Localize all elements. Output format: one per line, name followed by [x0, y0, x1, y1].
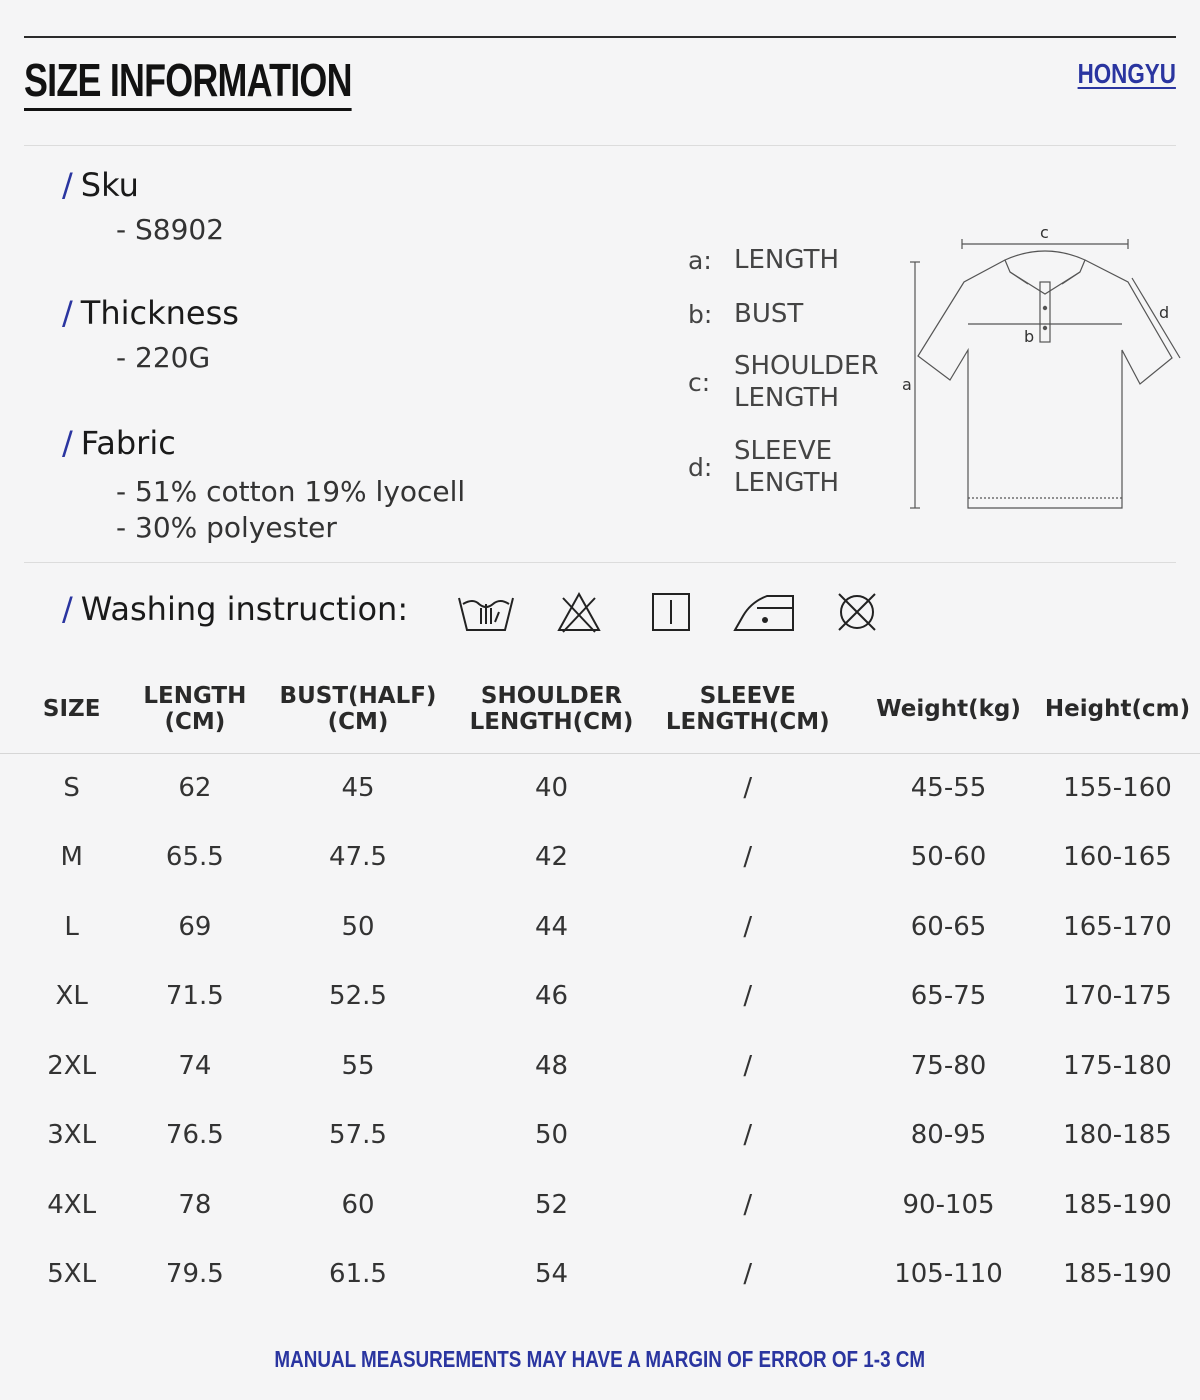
- legend-text: SHOULDER: [734, 351, 879, 381]
- table-cell: /: [743, 911, 753, 942]
- table-cell: 185-190: [1063, 1259, 1172, 1290]
- spec-value: - S8902: [116, 213, 225, 246]
- page-title: SIZE INFORMATION: [24, 52, 352, 111]
- table-cell: 79.5: [165, 1259, 224, 1290]
- table-row: [0, 1031, 1200, 1101]
- table-cell: 60: [341, 1189, 375, 1220]
- spec-label: Fabric: [80, 424, 176, 462]
- table-cell: /: [743, 1120, 753, 1151]
- size-table-body: [0, 753, 1200, 1309]
- table-cell: 74: [178, 1050, 212, 1081]
- spec-divider: [24, 562, 1176, 563]
- table-cell: 42: [534, 842, 569, 873]
- table-cell: 170-175: [1063, 981, 1172, 1012]
- table-cell: /: [743, 842, 753, 873]
- table-cell: 61.5: [329, 1259, 387, 1290]
- table-row: [0, 823, 1200, 893]
- table-cell: 175-180: [1063, 1050, 1172, 1081]
- table-cell: 78: [178, 1189, 212, 1220]
- shirt-body-outline: [918, 260, 1172, 508]
- table-cell: 54: [534, 1259, 569, 1290]
- table-row: [0, 753, 1200, 823]
- drip-dry-icon: [649, 588, 693, 636]
- legend-text: LENGTH: [734, 383, 840, 413]
- table-cell: 52: [534, 1189, 569, 1220]
- table-row: [0, 1170, 1200, 1240]
- table-cell: 40: [534, 773, 569, 803]
- do-not-tumble-dry-icon: [833, 588, 881, 636]
- table-cell: 71.5: [165, 981, 224, 1012]
- column-header-weight: Weight(kg): [862, 665, 1035, 753]
- washing-label: Washing instruction:: [80, 590, 409, 628]
- table-cell: 5XL: [47, 1259, 97, 1290]
- table-cell: 180-185: [1063, 1120, 1172, 1151]
- table-cell: XL: [55, 981, 88, 1012]
- table-row: [0, 962, 1200, 1032]
- table-cell: 2XL: [47, 1050, 97, 1081]
- table-cell: 155-160: [1063, 773, 1172, 803]
- table-cell: 50: [341, 911, 375, 942]
- table-cell: 65.5: [165, 842, 224, 873]
- diagram-label-c: c: [1040, 223, 1049, 242]
- table-cell: 62: [178, 773, 212, 803]
- brand-logo[interactable]: HONGYU: [1077, 58, 1176, 89]
- column-header-length: LENGTH (CM): [143, 665, 246, 753]
- table-cell: 65-75: [910, 981, 987, 1012]
- table-cell: 50-60: [910, 842, 987, 873]
- spec-fabric: / Fabric - 51% cotton 19% lyocell - 30% polyester: [62, 424, 466, 544]
- legend-key: d:: [688, 452, 713, 482]
- column-header-size: SIZE: [0, 665, 143, 753]
- legend-item-d: [688, 435, 908, 499]
- header-divider: [24, 145, 1176, 146]
- table-cell: 90-105: [902, 1189, 995, 1220]
- table-cell: 60-65: [910, 911, 987, 942]
- diagram-label-d: d: [1159, 303, 1170, 322]
- spec-label: Thickness: [80, 294, 239, 332]
- table-cell: 46: [534, 981, 569, 1012]
- column-header-bust: BUST(HALF) (CM): [246, 665, 469, 753]
- table-cell: 55: [341, 1050, 375, 1081]
- table-cell: 57.5: [329, 1120, 387, 1151]
- table-cell: 45-55: [910, 773, 987, 803]
- table-cell: S: [63, 773, 80, 803]
- legend-key: c:: [688, 367, 711, 397]
- table-cell: M: [60, 842, 83, 873]
- top-divider: [24, 36, 1176, 38]
- table-cell: 48: [534, 1050, 569, 1081]
- table-cell: 4XL: [47, 1189, 97, 1220]
- diagram-label-b: b: [1024, 327, 1035, 346]
- measurement-footnote: [0, 1346, 1200, 1373]
- table-cell: 44: [534, 911, 569, 942]
- table-cell: 105-110: [894, 1259, 1003, 1290]
- table-cell: 47.5: [329, 842, 387, 873]
- table-cell: 160-165: [1063, 842, 1172, 873]
- table-row: [0, 892, 1200, 962]
- footnote-text: MANUAL MEASUREMENTS MAY HAVE A MARGIN OF ERROR OF 1-3 CM: [274, 1346, 926, 1372]
- iron-low-heat-icon: [731, 588, 797, 636]
- legend-key: b:: [688, 299, 713, 329]
- table-cell: L: [64, 911, 79, 942]
- table-cell: /: [743, 1259, 753, 1290]
- table-cell: /: [743, 1050, 753, 1081]
- table-cell: /: [743, 773, 753, 803]
- legend-text: SLEEVE: [734, 436, 833, 466]
- column-header-shoulder: SHOULDER LENGTH(CM): [470, 665, 634, 753]
- spec-label: Sku: [80, 166, 139, 204]
- table-cell: 45: [341, 773, 375, 803]
- table-row: [0, 1240, 1200, 1310]
- spec-thickness: / Thickness - 220G: [62, 294, 239, 374]
- table-cell: 165-170: [1063, 911, 1172, 942]
- diagram-label-a: a: [902, 375, 912, 394]
- legend-text: LENGTH: [734, 468, 840, 498]
- spec-value: - 51% cotton 19% lyocell: [116, 475, 466, 508]
- table-cell: 75-80: [910, 1050, 987, 1081]
- table-cell: 50: [534, 1120, 569, 1151]
- do-not-bleach-icon: [555, 588, 603, 636]
- table-cell: 52.5: [329, 981, 387, 1012]
- washing-instruction: / Washing instruction:: [62, 590, 409, 628]
- table-header-row: [0, 665, 1200, 753]
- table-cell: /: [743, 981, 753, 1012]
- sleeve-measure-line: [1132, 278, 1180, 358]
- polo-shirt-diagram: [900, 220, 1190, 520]
- column-header-height: Height(cm): [1035, 665, 1200, 753]
- legend-text: LENGTH: [734, 245, 840, 275]
- spec-value: - 30% polyester: [116, 511, 337, 544]
- legend-item-c: [688, 350, 908, 414]
- size-table: [0, 665, 1200, 1309]
- table-row: [0, 1101, 1200, 1171]
- hand-wash-icon: [455, 588, 517, 636]
- table-cell: /: [743, 1189, 753, 1220]
- column-header-sleeve: SLEEVE LENGTH(CM): [633, 665, 862, 753]
- table-cell: 76.5: [165, 1120, 224, 1151]
- legend-item-b: [688, 298, 908, 330]
- table-cell: 3XL: [47, 1120, 97, 1151]
- table-cell: 80-95: [910, 1120, 987, 1151]
- legend-text: BUST: [734, 299, 804, 329]
- spec-sku: / Sku - S8902: [62, 166, 225, 246]
- legend-item-a: [688, 244, 908, 276]
- shirt-collar: [1005, 251, 1085, 294]
- table-cell: 185-190: [1063, 1189, 1172, 1220]
- legend-key: a:: [688, 245, 712, 275]
- spec-value: - 220G: [116, 341, 211, 374]
- table-cell: 69: [178, 911, 212, 942]
